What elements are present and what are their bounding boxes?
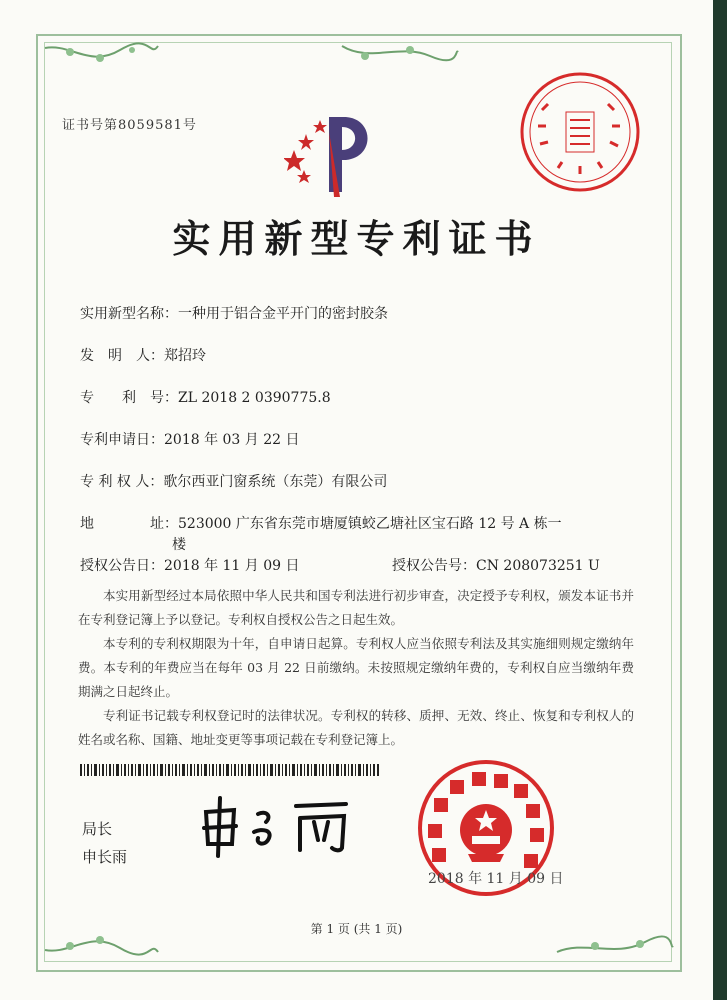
- address-row: [80, 513, 562, 533]
- certificate-number: 证书号第8059581号: [62, 118, 197, 133]
- address-row-continued: [172, 534, 186, 554]
- handwritten-signature: [196, 792, 366, 862]
- field-label: 发 明 人：: [80, 348, 164, 364]
- inventor-row: [80, 345, 206, 365]
- patent-number: ZL 2018 2 0390775.8: [178, 390, 331, 406]
- filing-date-row: [80, 429, 300, 449]
- grant-date-row: [80, 555, 300, 575]
- utility-model-name-row: [80, 303, 388, 323]
- grant-date: 2018 年 11 月 09 日: [164, 558, 300, 574]
- field-label: 专 利 权 人：: [80, 474, 164, 490]
- address-line-2: 楼: [172, 537, 186, 553]
- seal-date: 2018 年 11 月 09 日: [428, 871, 564, 887]
- field-label: 授权公告日：: [80, 558, 164, 574]
- patentee-name: 歌尔西亚门窗系统（东莞）有限公司: [163, 474, 388, 490]
- page-edge: [713, 0, 727, 1000]
- field-label: 授权公告号：: [392, 558, 476, 574]
- tax-stamp-seal: [518, 70, 642, 194]
- signatory-title: 局长: [82, 820, 113, 838]
- certificate-title: 实用新型专利证书: [172, 217, 541, 261]
- body-paragraph: 专利证书记载专利权登记时的法律状况。专利权的转移、质押、无效、终止、恢复和专利权人的姓名或名称、国籍、地址变更等事项记载在专利登记簿上。: [78, 708, 634, 747]
- address-line-1: 523000 广东省东莞市塘厦镇蛟乙塘社区宝石路 12 号 A 栋一: [178, 516, 562, 532]
- patentee-row: [80, 471, 387, 491]
- corner-vine-icon: [40, 38, 160, 98]
- grant-number: CN 208073251 U: [476, 558, 600, 574]
- field-label: 地 址：: [80, 516, 178, 532]
- field-label: 实用新型名称：: [80, 306, 178, 322]
- utility-model-name: 一种用于铝合金平开门的密封胶条: [178, 306, 388, 322]
- body-paragraph: 本专利的专利权期限为十年，自申请日起算。专利权人应当依照专利法及其实施细则规定缴纳年费。本专利的年费应当在每年 03 月 22 日前缴纳。未按照规定缴纳年费的，专利权自应当缴纳年费期满之日起终止。: [78, 636, 634, 699]
- inventor-name: 郑招玲: [164, 348, 206, 364]
- barcode: [80, 764, 380, 776]
- field-label: 专 利 号：: [80, 390, 178, 406]
- field-label: 专利申请日：: [80, 432, 164, 448]
- body-paragraph: 本实用新型经过本局依照中华人民共和国专利法进行初步审查，决定授予专利权，颁发本证书并在专利登记簿上予以登记。专利权自授权公告之日起生效。: [78, 588, 634, 627]
- signatory-name: 申长雨: [82, 848, 128, 866]
- cnipa-logo-icon: [284, 112, 384, 202]
- patent-number-row: [80, 387, 331, 407]
- page-footer: 第 1 页 (共 1 页): [310, 922, 403, 936]
- corner-vine-icon: [340, 38, 460, 98]
- grant-number-row: [392, 555, 600, 575]
- filing-date: 2018 年 03 月 22 日: [164, 432, 300, 448]
